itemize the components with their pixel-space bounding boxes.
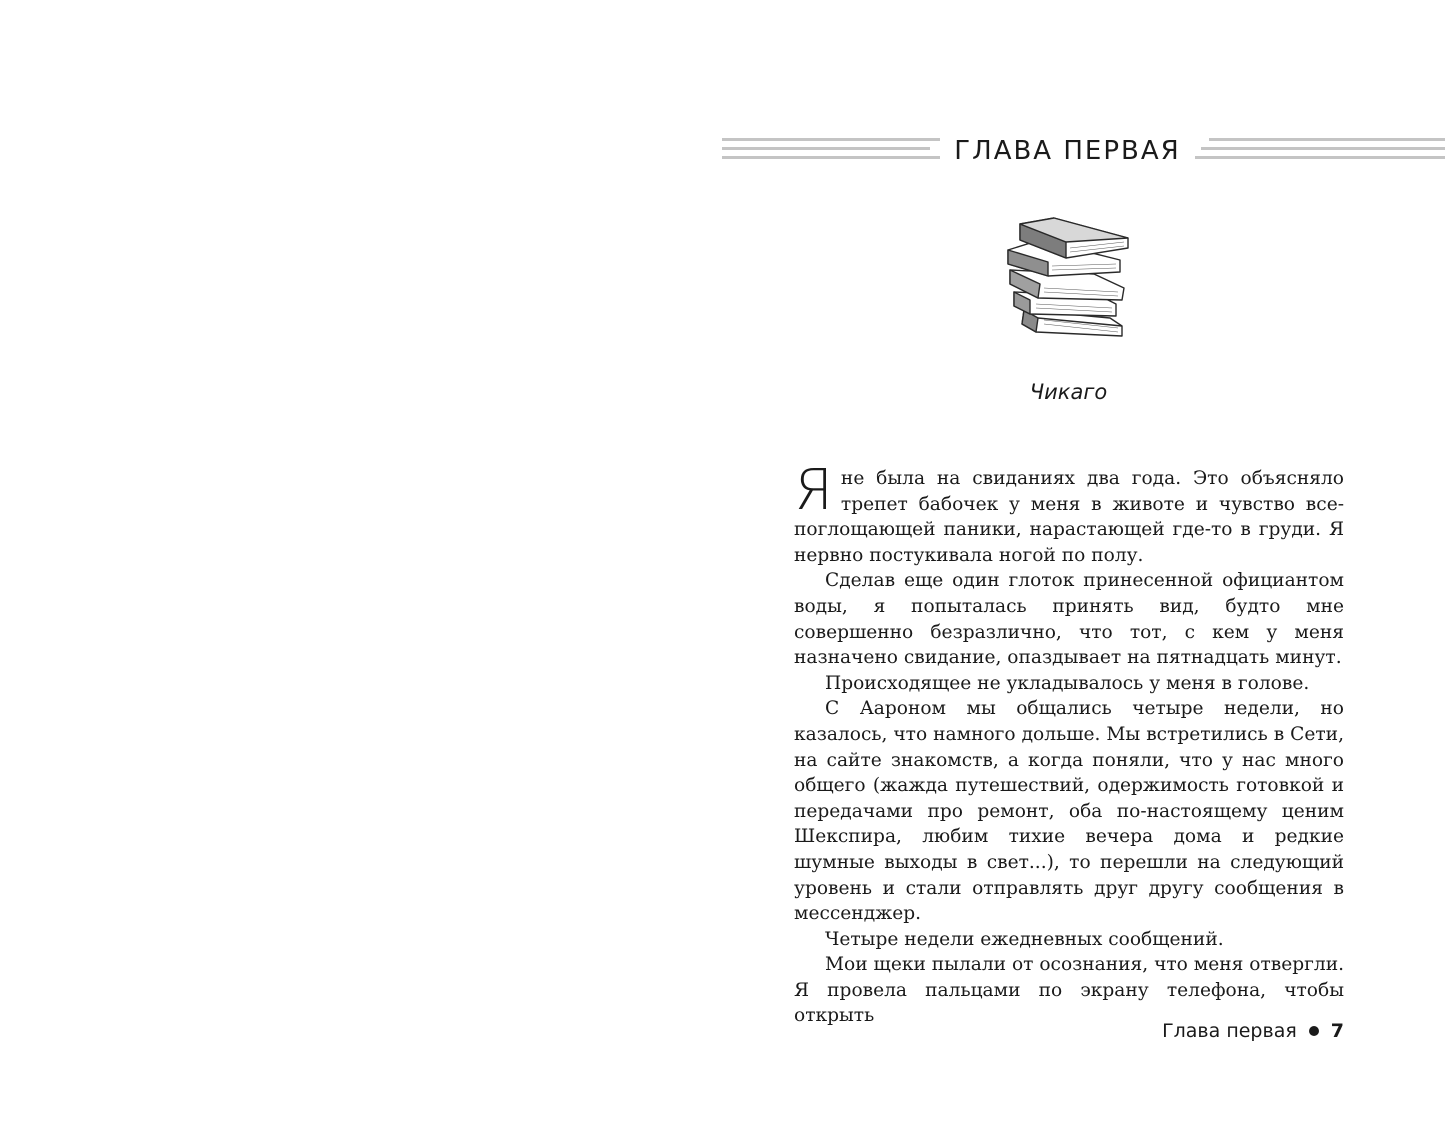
chapter-title: ГЛАВА ПЕРВАЯ — [954, 136, 1181, 166]
left-page-blank — [0, 0, 722, 1141]
page-number: 7 — [1330, 1020, 1344, 1042]
stack-of-books-icon — [1000, 214, 1134, 342]
bullet-dot-icon — [1309, 1026, 1319, 1036]
paragraph: Происходящее не укладывалось у меня в голове. — [825, 672, 1310, 694]
paragraph: Мои щеки пылали от осознания, что меня отвергли. Я провела пальцами по экрану телефона, чтобы открыть — [794, 954, 1344, 1027]
right-page — [722, 0, 1445, 1141]
decorative-rules-right — [1195, 138, 1445, 166]
chapter-header — [722, 132, 1445, 176]
paragraph: Сделав еще один глоток принесенной официантом воды, я попыталась принять вид, будто мне совершенно безразлично, что тот, с кем у меня назначено свидание, опаздывает на пятнадцать минут. — [794, 570, 1344, 669]
paragraph: Четыре недели ежедневных сообщений. — [825, 928, 1224, 950]
drop-cap: Я — [794, 458, 833, 523]
paragraph: С Аароном мы общались четыре недели, но казалось, что намного дольше. Мы встретились в Сети, на сайте знакомств, а когда поняли, что у нас много общего (жажда путешествий, одержимость готовкой и передачами про ремонт, оба по-настоящему ценим Шекспира, любим тихие вечера дома и редкие шумные выходы в свет...), то перешли на следующий уровень и стали отправлять друг другу сообщения в мессенджер. — [794, 698, 1344, 925]
paragraph: Я не была на свиданиях два года. Это объясняло трепет бабочек у меня в животе и чувство всепоглощающей паники, нарастающей где-то в груди. Я нервно постукивала ногой по полу. — [794, 458, 1344, 566]
chapter-subtitle: Чикаго — [1029, 380, 1108, 404]
body-text — [794, 458, 1344, 1029]
page-footer — [1162, 1020, 1344, 1042]
running-head: Глава первая — [1162, 1020, 1297, 1042]
decorative-rules-left — [722, 138, 940, 166]
